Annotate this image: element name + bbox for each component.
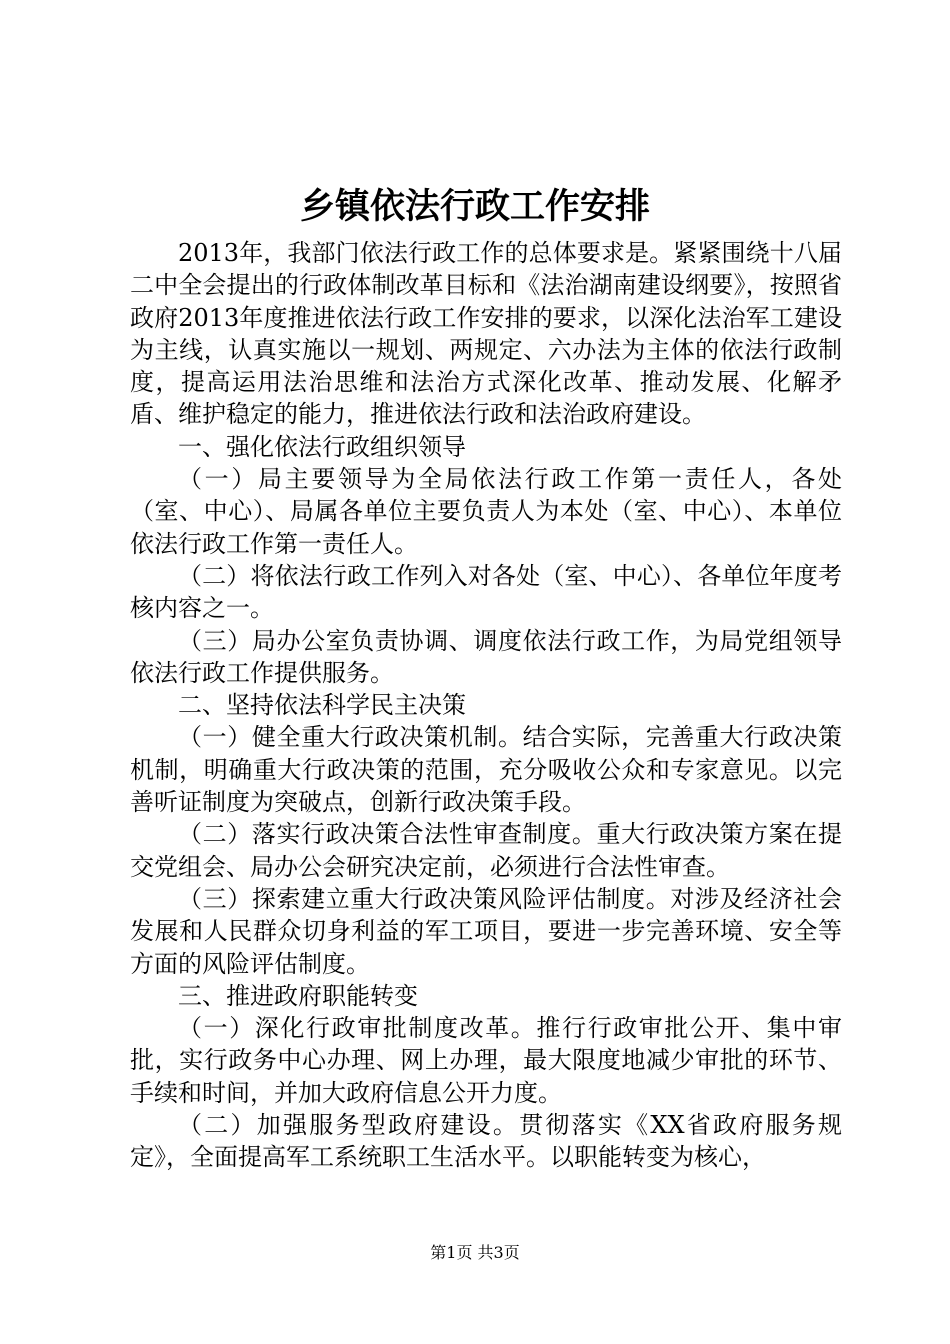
section-2-heading: 二、坚持依法科学民主决策: [178, 691, 466, 720]
section-2-item-2-text: 重大行政决策方案在提交党组会、局办公会研究决定前，必须进行合法性审查。: [130, 820, 843, 881]
document-body: [130, 237, 842, 1174]
section-2-item-1-text: 结合实际，完善重大行政决策机制，明确重大行政决策的范围，充分吸收公众和专家意见。以完善听证制度为突破点，创新行政决策手段。: [130, 723, 843, 817]
section-1-heading: 一、强化依法行政组织领导: [178, 432, 466, 461]
section-3-item-1-lead: （一）深化行政审批制度改革。: [178, 1014, 537, 1043]
section-2-item-3-text: 对涉及经济社会发展和人民群众切身利益的军工项目，要进一步完善环境、安全等方面的风险评估制度。: [130, 884, 843, 978]
section-3-item-2-lead: （二）加强服务型政府建设。: [178, 1111, 520, 1140]
page-footer: 第1页 共3页: [430, 1243, 520, 1262]
section-1-item-1: （一）局主要领导为全局依法行政工作第一责任人，各处（室、中心）、局属各单位主要负责人为本处（室、中心）、本单位依法行政工作第一责任人。: [130, 465, 842, 558]
section-2-item-3-lead: （三）探索建立重大行政决策风险评估制度。: [178, 884, 671, 913]
section-2-item-1-lead: （一）健全重大行政决策机制。: [178, 723, 523, 752]
intro-paragraph: 2013年，我部门依法行政工作的总体要求是。紧紧围绕十八届二中全会提出的行政体制改革目标和《法治湖南建设纲要》，按照省政府2013年度推进依法行政工作安排的要求，以深化法治军工建设为主线，认真实施以一规划、两规定、六办法为主体的依法行政制度，提高运用法治思维和法治方式深化改革、推动发展、化解矛盾、维护稳定的能力，推进依法行政和法治政府建设。: [130, 239, 842, 429]
section-3-item-2-text: 贯彻落实《XX省政府服务规定》，全面提高军工系统职工生活水平。以职能转变为核心，: [130, 1111, 842, 1172]
section-2-item-2: [130, 818, 842, 883]
section-3-item-1: [130, 1012, 842, 1109]
section-3-item-2: [130, 1109, 842, 1174]
section-2-item-2-lead: （二）落实行政决策合法性审查制度。: [178, 820, 597, 849]
section-2-item-3: [130, 883, 842, 980]
section-1-item-2: （二）将依法行政工作列入对各处（室、中心）、各单位年度考核内容之一。: [130, 561, 842, 623]
section-3-item-1-text: 推行行政审批公开、集中审批，实行政务中心办理、网上办理，最大限度地减少审批的环节、手续和时间，并加大政府信息公开力度。: [130, 1014, 843, 1107]
document-title: 乡镇依法行政工作安排: [299, 187, 650, 227]
section-3-heading: 三、推进政府职能转变: [178, 981, 418, 1010]
section-2-item-1: [130, 721, 842, 818]
section-1-item-3: （三）局办公室负责协调、调度依法行政工作，为局党组领导依法行政工作提供服务。: [130, 626, 842, 687]
